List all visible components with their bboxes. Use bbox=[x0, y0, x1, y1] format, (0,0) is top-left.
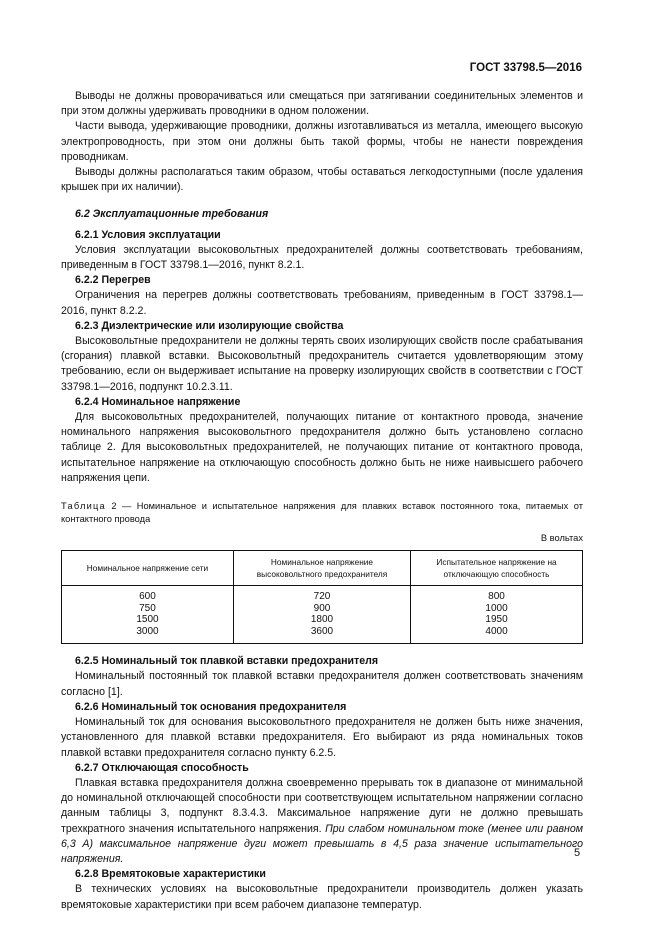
paragraph: Части вывода, удерживающие проводники, должны изготавливаться из металла, имеющего высокую электропроводность, при этом они должны быть такой формы, чтобы не нанести повреждения проводникам. bbox=[61, 120, 583, 163]
subsection-heading: 6.2.6 Номинальный ток основания предохранителя bbox=[75, 700, 347, 713]
voltage-table bbox=[61, 550, 583, 644]
subsection-heading: 6.2.4 Номинальное напряжение bbox=[75, 395, 241, 408]
table-header: Номинальное напряжение сети bbox=[62, 551, 234, 586]
subsection-heading: 6.2.3 Диэлектрические или изолирующие свойства bbox=[75, 319, 344, 332]
subsection-heading: 6.2.5 Номинальный ток плавкой вставки предохранителя bbox=[75, 655, 378, 668]
paragraph: Для высоковольтных предохранителей, получающих питание от контактного провода, значение номинального напряжения высоковольтного предохранителя должно быть установлено согласно таблице 2. Для высоковольтных предохранителей, не получающих питание от контактного провода, испытательное напряжение на отключающую способность должно быть не ниже наивысшего рабочего напряжения цепи. bbox=[61, 411, 583, 484]
table-caption: Таблица 2 — Номинальное и испытательное напряжения для плавких вставок постоянного тока, питаемых от контактного провода bbox=[61, 501, 583, 525]
page-number: 5 bbox=[574, 847, 581, 859]
table-cell: 600 750 1500 3000 bbox=[62, 586, 234, 644]
document-header: ГОСТ 33798.5—2016 bbox=[469, 62, 582, 74]
table-header: Испытательное напряжение на отключающую способность bbox=[411, 551, 583, 586]
table-label: Таблица bbox=[61, 501, 106, 512]
paragraph: В технических условиях на высоковольтные предохранители производитель должен указать времятоковые характеристики при всем рабочем диапазоне температур. bbox=[61, 883, 583, 911]
section-heading: 6.2 Эксплуатационные требования bbox=[75, 208, 269, 221]
subsection-heading: 6.2.8 Времятоковые характеристики bbox=[75, 868, 266, 881]
paragraph: Ограничения на перегрев должны соответствовать требованиям, приведенным в ГОСТ 33798.1—2016, пункт 8.2.2. bbox=[61, 289, 583, 317]
table-header: Номинальное напряжение высоковольтного предохранителя bbox=[233, 551, 410, 586]
table-cell: 800 1000 1950 4000 bbox=[411, 586, 583, 644]
paragraph: Условия эксплуатации высоковольтных предохранителей должны соответствовать требованиям, приведенным в ГОСТ 33798.1—2016, пункт 8.2.1. bbox=[61, 243, 583, 272]
paragraph: Плавкая вставка предохранителя должна своевременно прерывать ток в диапазоне от минимальной до номинальной отключающей способности при соответствующем испытательном напряжении согласно данным таблицы 3, подпункт 8.3.4.3. Максимальное напряжение дуги не должно превышать трехкратного значения испытательного напряжения. При слабом номинальном токе (менее или равном 6,3 А) максимальное напряжение дуги может превышать в 4,5 раза значение испытательного напряжения. bbox=[61, 776, 583, 865]
paragraph: Выводы не должны проворачиваться или смещаться при затягивании соединительных элементов и при этом должны удерживать проводники в одном положении. bbox=[61, 90, 583, 118]
paragraph: Выводы должны располагаться таким образом, чтобы оставаться легкодоступными (после удаления крышек при их наличии). bbox=[61, 166, 583, 194]
paragraph: Номинальный постоянный ток плавкой вставки предохранителя должен соответствовать значениям согласно [1]. bbox=[61, 670, 583, 698]
paragraph: Высоковольтные предохранители не должны терять своих изолирующих свойств после срабатывания (сгорания) плавкой вставки. Высоковольтный предохранитель считается удовлетворяющим этому требованию, если он выдерживает испытание на проверку изолирующих свойств в соответствии с ГОСТ 33798.1—2016, подпункт 10.2.3.11. bbox=[61, 335, 583, 393]
paragraph: Номинальный ток для основания высоковольтного предохранителя не должен быть ниже значения, установленного для плавкой вставки предохранителя. Его выбирают из ряда номинальных токов плавкой вставки предохранителя согласно пункту 6.2.5. bbox=[61, 716, 583, 759]
subsection-heading: 6.2.7 Отключающая способность bbox=[75, 761, 249, 774]
table-units: В вольтах bbox=[540, 533, 583, 544]
document-body bbox=[61, 89, 583, 913]
table-cell: 720 900 1800 3600 bbox=[233, 586, 410, 644]
subsection-heading: 6.2.1 Условия эксплуатации bbox=[75, 228, 221, 241]
subsection-heading: 6.2.2 Перегрев bbox=[75, 274, 151, 287]
table-row bbox=[62, 586, 583, 644]
